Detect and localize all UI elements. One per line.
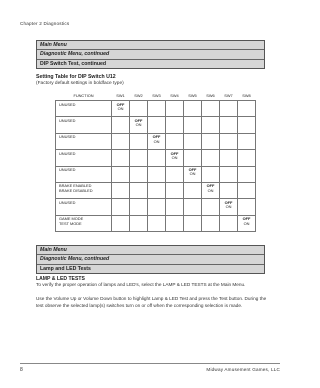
switch-cell-sw5 xyxy=(184,150,202,166)
switch-cell-sw1 xyxy=(112,166,130,182)
switch-cell-sw3 xyxy=(148,215,166,231)
switch-cell-sw3 xyxy=(148,101,166,117)
column-header-sw8: SW8 xyxy=(242,93,251,98)
switch-cell-sw1 xyxy=(112,199,130,215)
switch-cell-sw4 xyxy=(166,182,184,198)
table-header-row xyxy=(56,91,256,101)
switch-cell-sw4 xyxy=(166,166,184,182)
column-header-function: FUNCTION xyxy=(73,93,94,98)
switch-cell-sw8 xyxy=(238,150,256,166)
on-setting: ON xyxy=(189,171,196,177)
switch-cell-sw1 xyxy=(112,182,130,198)
switch-cell-sw2 xyxy=(130,199,148,215)
on-setting: ON xyxy=(225,204,232,210)
switch-cell-sw3 xyxy=(148,166,166,182)
switch-cell-sw1 xyxy=(112,215,130,231)
function-cell xyxy=(56,133,112,149)
function-label: UNUSED xyxy=(59,134,76,140)
switch-cell-sw8 xyxy=(238,199,256,215)
switch-cell-sw8 xyxy=(238,117,256,133)
company-name: Midway Amusement Games, LLC xyxy=(206,367,280,372)
body-paragraph-2: Use the Volume Up or Volume Down button to highlight Lamp & LED Test and press the Test button. During the test observe the selected lamp(s) switches turn on or off when the corresponding selection is made. xyxy=(36,296,267,308)
switch-cell-sw6 xyxy=(202,182,220,198)
on-setting: ON xyxy=(117,105,124,111)
switch-cell-sw5 xyxy=(184,199,202,215)
table-row xyxy=(56,166,256,182)
switch-cell-sw7 xyxy=(220,117,238,133)
switch-cell-sw6 xyxy=(202,166,220,182)
column-header-sw7: SW7 xyxy=(224,93,233,98)
table-row xyxy=(56,215,256,231)
function-label: GAME MODE xyxy=(59,216,84,222)
switch-cell-sw6 xyxy=(202,150,220,166)
switch-cell-sw8 xyxy=(238,215,256,231)
switch-cell-sw3 xyxy=(148,117,166,133)
menu-breadcrumb-top xyxy=(36,40,265,69)
diagnostic-menu-label: Diagnostic Menu, continued xyxy=(37,50,264,59)
switch-cell-sw8 xyxy=(238,101,256,117)
switch-cell-sw2 xyxy=(130,182,148,198)
switch-cell-sw3 xyxy=(148,150,166,166)
off-setting: OFF xyxy=(188,167,197,173)
function-cell xyxy=(56,215,112,231)
column-header-sw4: SW4 xyxy=(170,93,179,98)
lamp-led-tests-label: Lamp and LED Tests xyxy=(40,265,91,272)
off-setting: OFF xyxy=(206,183,215,189)
table-row xyxy=(56,101,256,117)
diagnostic-menu-label: Diagnostic Menu, continued xyxy=(37,255,264,264)
switch-cell-sw7 xyxy=(220,166,238,182)
switch-cell-sw2 xyxy=(130,166,148,182)
page-number: 8 xyxy=(20,367,23,373)
section-title: Setting Table for DIP Switch U12 xyxy=(36,74,116,80)
function-label: UNUSED xyxy=(59,117,76,123)
on-setting: ON xyxy=(207,187,214,193)
function-cell xyxy=(56,199,112,215)
switch-cell-sw4 xyxy=(166,101,184,117)
switch-cell-sw6 xyxy=(202,133,220,149)
table-row xyxy=(56,182,256,198)
switch-cell-sw3 xyxy=(148,182,166,198)
switch-cell-sw2 xyxy=(130,215,148,231)
off-setting: OFF xyxy=(116,101,125,107)
switch-cell-sw8 xyxy=(238,166,256,182)
switch-cell-sw5 xyxy=(184,117,202,133)
function-cell xyxy=(56,101,112,117)
column-header-sw6: SW6 xyxy=(206,93,215,98)
switch-cell-sw4 xyxy=(166,150,184,166)
switch-cell-sw5 xyxy=(184,215,202,231)
function-label: UNUSED xyxy=(59,167,76,173)
column-header-sw3: SW3 xyxy=(152,93,161,98)
function-cell xyxy=(56,150,112,166)
switch-cell-sw2 xyxy=(130,150,148,166)
switch-cell-sw7 xyxy=(220,199,238,215)
switch-cell-sw1 xyxy=(112,117,130,133)
function-label: UNUSED xyxy=(59,199,76,205)
column-header-sw5: SW5 xyxy=(188,93,197,98)
switch-cell-sw8 xyxy=(238,182,256,198)
on-setting: ON xyxy=(153,138,160,144)
switch-cell-sw1 xyxy=(112,133,130,149)
switch-cell-sw7 xyxy=(220,215,238,231)
body-heading: LAMP & LED TESTS xyxy=(36,276,85,282)
table-row xyxy=(56,150,256,166)
function-cell xyxy=(56,117,112,133)
switch-cell-sw5 xyxy=(184,182,202,198)
off-setting: OFF xyxy=(242,216,251,222)
off-setting: OFF xyxy=(152,134,161,140)
switch-cell-sw7 xyxy=(220,133,238,149)
switch-cell-sw4 xyxy=(166,215,184,231)
switch-cell-sw5 xyxy=(184,133,202,149)
switch-cell-sw2 xyxy=(130,133,148,149)
dip-switch-table xyxy=(55,91,256,232)
table-row xyxy=(56,133,256,149)
on-setting: ON xyxy=(135,122,142,128)
main-menu-label: Main Menu xyxy=(37,41,264,50)
switch-cell-sw7 xyxy=(220,150,238,166)
switch-cell-sw2 xyxy=(130,101,148,117)
column-header-sw2: SW2 xyxy=(134,93,143,98)
function-label: UNUSED xyxy=(59,101,76,107)
switch-cell-sw5 xyxy=(184,101,202,117)
body-paragraph-1: To verify the proper operation of lamps and LED's, select the LAMP & LED TESTS at the Main Menu. xyxy=(36,282,246,287)
section-subtitle: (Factory default settings in boldface type) xyxy=(36,80,124,86)
switch-cell-sw4 xyxy=(166,199,184,215)
function-label: BRAKE ENABLED xyxy=(59,183,92,189)
footer-divider xyxy=(20,363,280,364)
main-menu-label: Main Menu xyxy=(37,246,264,255)
chapter-header: Chapter 2 Diagnostics xyxy=(20,21,70,26)
column-header-sw1: SW1 xyxy=(116,93,125,98)
table-row xyxy=(56,199,256,215)
switch-cell-sw6 xyxy=(202,199,220,215)
on-setting: ON xyxy=(243,220,250,226)
switch-cell-sw3 xyxy=(148,199,166,215)
function-cell xyxy=(56,182,112,198)
switch-cell-sw1 xyxy=(112,150,130,166)
off-setting: OFF xyxy=(170,150,179,156)
menu-breadcrumb-bottom xyxy=(36,245,265,274)
switch-cell-sw3 xyxy=(148,133,166,149)
switch-cell-sw6 xyxy=(202,117,220,133)
function-label: TEST MODE xyxy=(59,220,82,226)
switch-cell-sw8 xyxy=(238,133,256,149)
switch-cell-sw5 xyxy=(184,166,202,182)
switch-cell-sw4 xyxy=(166,133,184,149)
switch-cell-sw2 xyxy=(130,117,148,133)
switch-cell-sw1 xyxy=(112,101,130,117)
off-setting: OFF xyxy=(134,117,143,123)
switch-cell-sw6 xyxy=(202,101,220,117)
function-cell xyxy=(56,166,112,182)
dip-switch-test-label: DIP Switch Test, continued xyxy=(40,60,107,67)
switch-cell-sw7 xyxy=(220,182,238,198)
switch-cell-sw6 xyxy=(202,215,220,231)
function-label: BRAKE DISABLED xyxy=(59,188,93,194)
table-row xyxy=(56,117,256,133)
function-label: UNUSED xyxy=(59,150,76,156)
off-setting: OFF xyxy=(224,199,233,205)
switch-cell-sw7 xyxy=(220,101,238,117)
switch-cell-sw4 xyxy=(166,117,184,133)
on-setting: ON xyxy=(171,155,178,161)
